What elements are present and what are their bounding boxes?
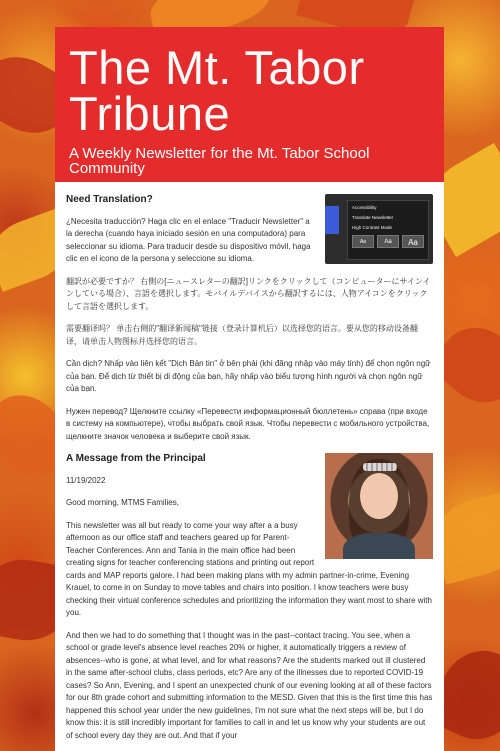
font-small-button: Aa <box>352 235 374 248</box>
translate-newsletter-link: Translate Newsletter <box>352 215 394 220</box>
newsletter-content <box>55 182 444 751</box>
newsletter-title: The Mt. Tabor Tribune <box>69 41 365 140</box>
translation-paragraph-chinese: 需要翻译吗？ 单击右侧的"翻译新闻稿"链接（登录计算机后）以选择您的语言。要从您的移动设备翻译，请单击人物图标并选择您的语言。 <box>66 324 418 346</box>
translation-paragraph-spanish: ¿Necesita traducción? Haga clic en el enlace "Traducir Newsletter" a la derecha (cuando haya iniciado sesión en una computadora) para seleccionar su idioma. Para traducir desde su dispositivo móvil, haga clic en el icono de la persona y seleccione su idioma. <box>66 216 311 263</box>
principal-greeting: Good morning, MTMS Families, <box>66 498 179 507</box>
translation-section <box>66 194 433 443</box>
translation-paragraph-japanese: 翻訳が必要ですか？ 右側の[ニュースレターの翻訳]リンクをクリックして（コンピューターにサインインしている場合）、言語を選択します。モバイルデバイスから翻訳するには、人物アイコンをクリックして言語を選択します。 <box>66 276 431 311</box>
newsletter-header <box>55 27 444 182</box>
principal-date: 11/19/2022 <box>66 475 106 485</box>
font-large-button: Aa <box>402 235 424 248</box>
principal-photo <box>325 453 433 559</box>
principal-paragraph: This newsletter was all but ready to come your way after a a busy afternoon as our office staff and teachers geared up for Parent-Teacher Conferences. Ann and Tania in the main office had been creating signs for teacher conferencing stations and printing out report cards and MAP reports galore. I had been making plans with my admin partner-in-crime, Evening Krauel, to come in on Sunday to move tables and chairs into position. I know teachers were busy checking their virtual conference schedules and prioritizing the information they want most to share with you. <box>66 520 432 617</box>
font-medium-button: Aa <box>377 235 399 248</box>
accessibility-menu-image <box>325 194 433 264</box>
principal-heading: A Message from the Principal <box>66 453 206 464</box>
accessibility-title: Accessibility <box>352 205 377 210</box>
high-contrast-item: High Contrast Mode <box>352 225 393 230</box>
translation-heading: Need Translation? <box>66 194 153 205</box>
translation-paragraph-vietnamese: Cần dịch? Nhấp vào liên kết "Dịch Bản tin" ở bên phải (khi đăng nhập vào máy tính) để chọn ngôn ngữ của bạn. Để dịch từ thiết bị di động của bạn, hãy nhấp vào biểu tượng hình người và chọn ngôn ngữ của bạn. <box>66 359 431 393</box>
newsletter-subtitle: A Weekly Newsletter for the Mt. Tabor School Community <box>69 145 370 177</box>
accessibility-panel <box>347 200 429 260</box>
translation-paragraph-russian: Нужен перевод? Щелкните ссылку «Перевести информационный бюллетень» справа (при входе в систему на компьютере), чтобы выбрать свой язык. Чтобы перевести с мобильного устройства, щелкните значок человека и выберите свой язык. <box>66 406 430 441</box>
newsletter-card <box>55 27 444 751</box>
principal-paragraph: And then we had to do something that I thought was in the past--contact tracing. You see, when a school or grade level's absence level reaches 20% or higher, it automatically triggers a review of absences--who is gone, at what level, and for what reasons? Are the students marked out ill clustered in the same after-school clubs, class periods, etc? Are any of the illnesses due to reported COVID-19 cases? So Ann, Evening, and I spent an unexpected chunk of our evening looking at all of these factors for our 8th grade cohort and submitting information to the MESD. Given that this is the first time this has happened this school year under the new guidelines, I'm not sure what the next steps will be, but I do know this: it is still incredibly important for families to call in and let us know why your students are out of school every day they are out. And that if your <box>66 630 433 740</box>
blue-tab <box>325 206 339 234</box>
principal-section <box>66 453 433 742</box>
